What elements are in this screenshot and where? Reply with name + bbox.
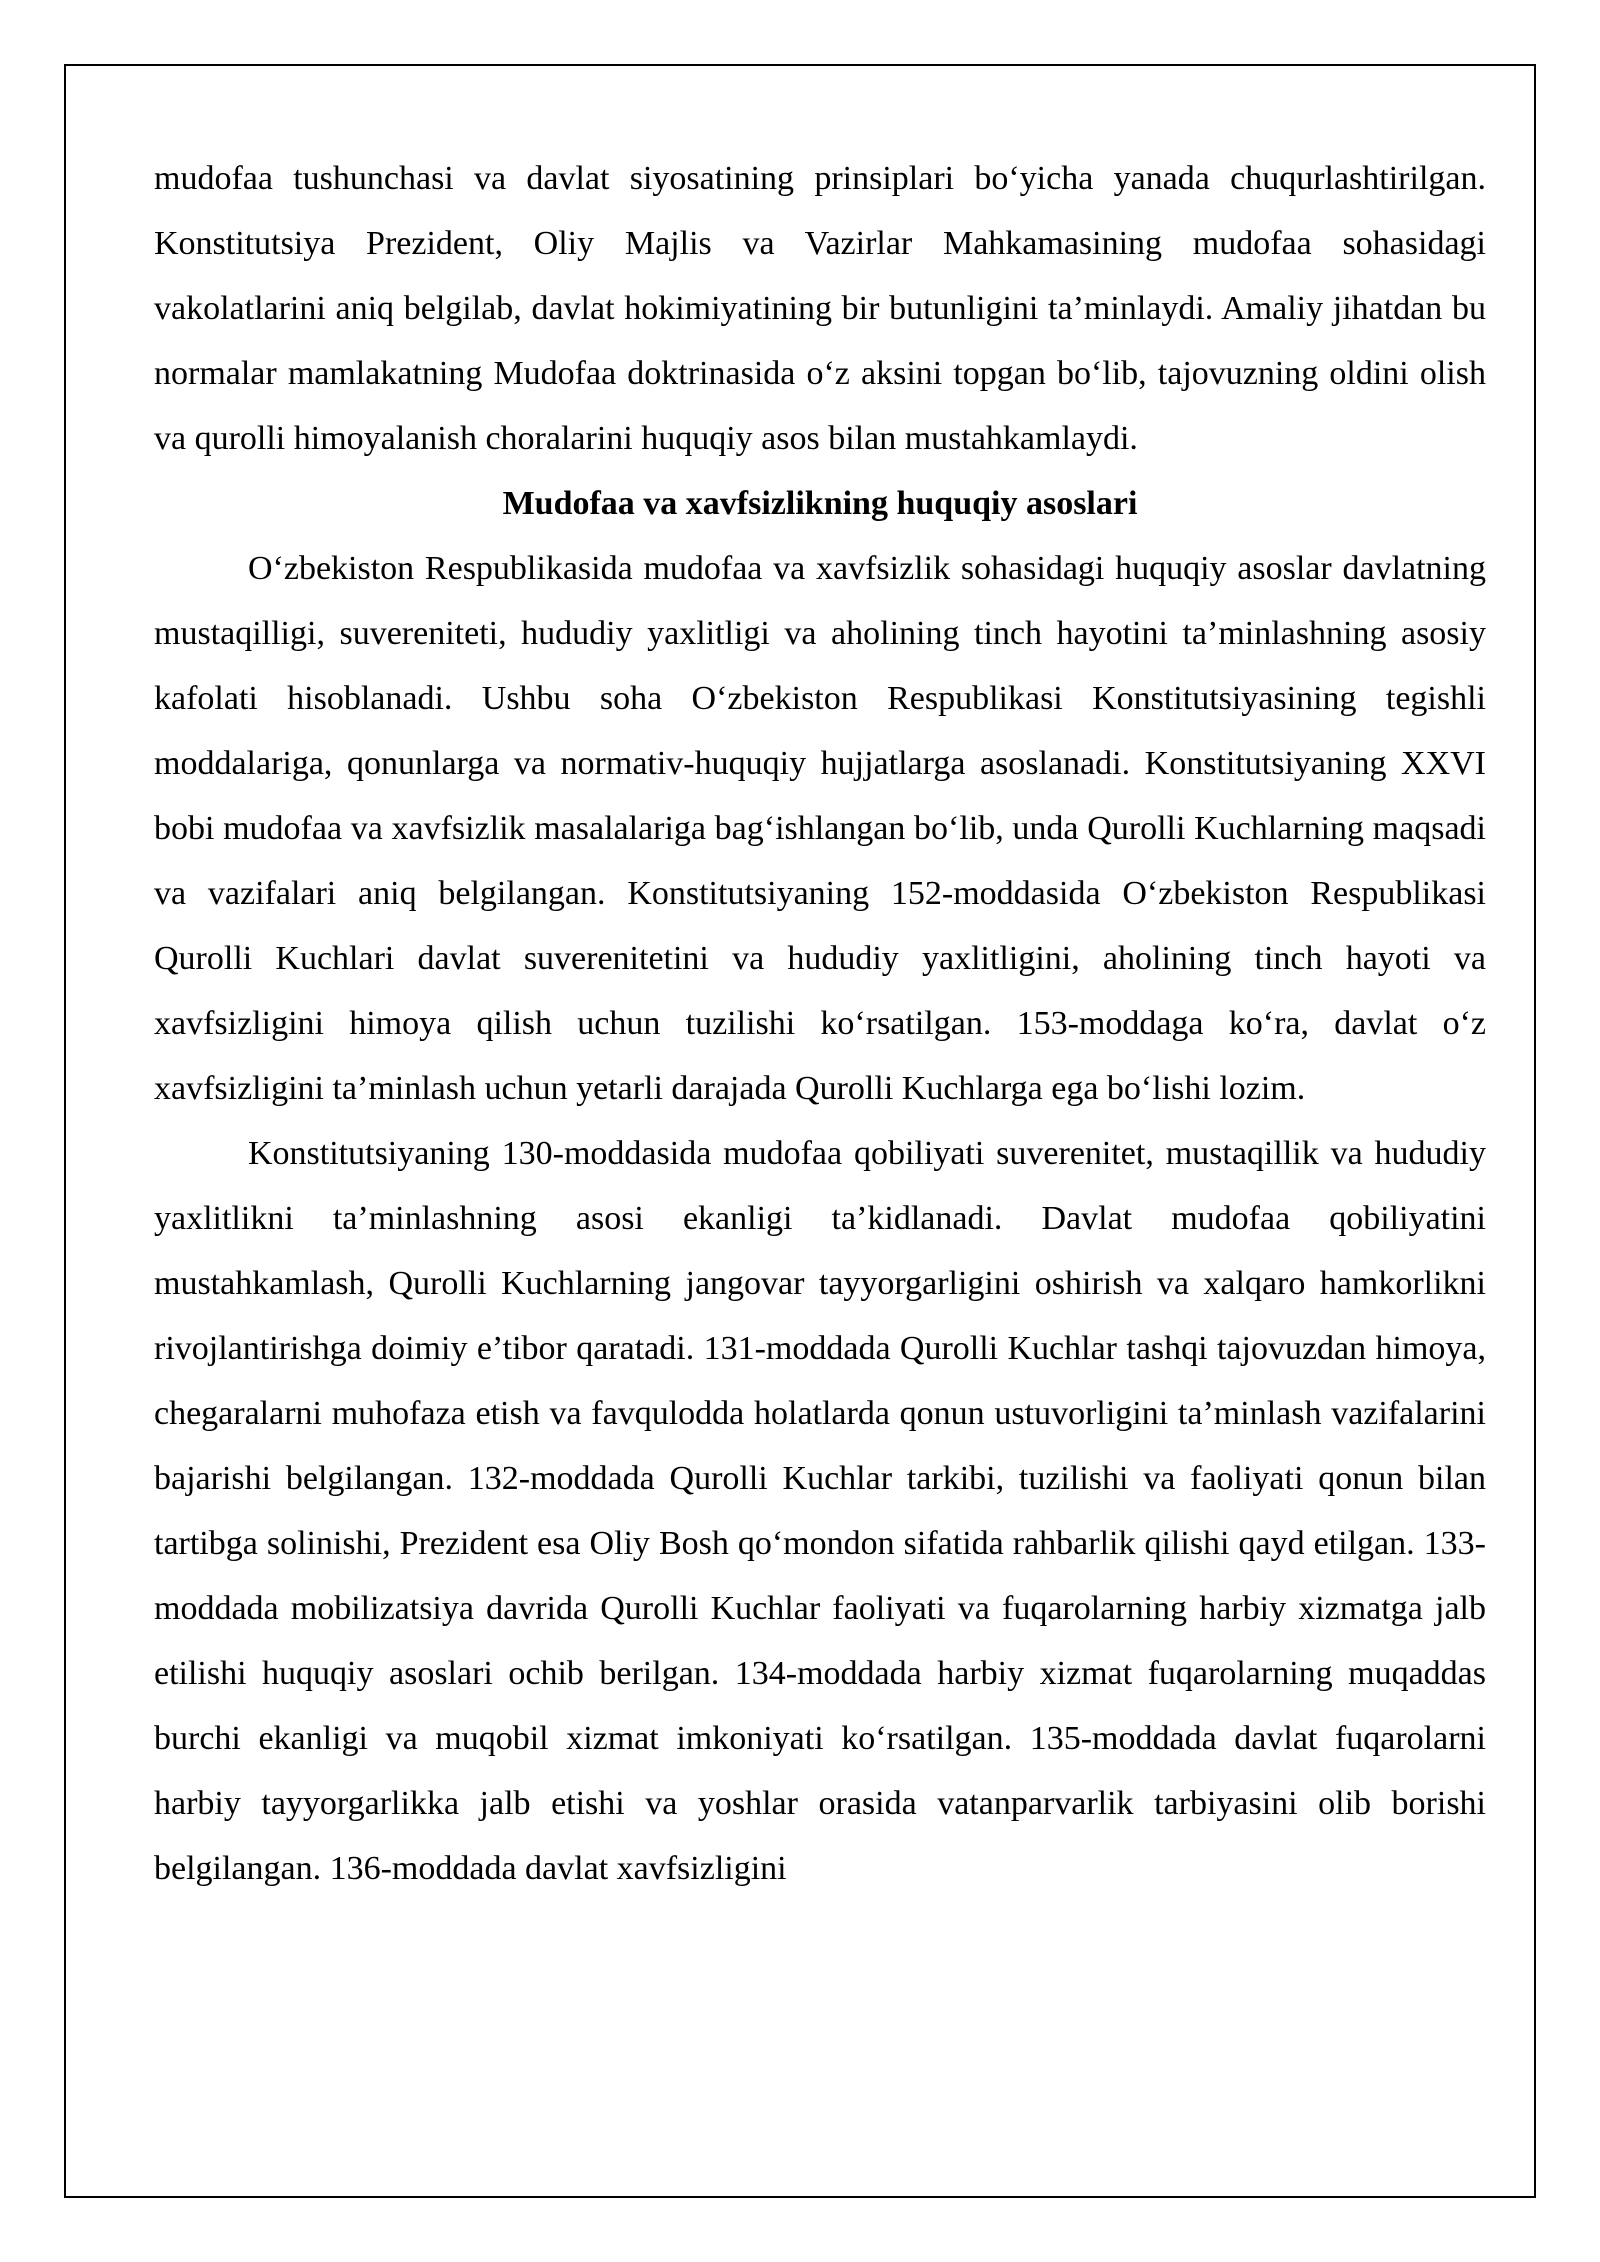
document-body [154, 146, 1486, 1901]
paragraph-legal-foundations: O‘zbekiston Respublikasida mudofaa va xavfsizlik sohasidagi huquqiy asoslar davlatning mustaqilligi, suvereniteti, hududiy yaxlitligi va aholining tinch hayotini ta’minlashning asosiy kafolati hisoblanadi. Ushbu soha O‘zbekiston Respublikasi Konstitutsiyasining tegishli moddalariga, qonunlarga va normativ-huquqiy hujjatlarga asoslanadi. Konstitutsiyaning XXVI bobi mudofaa va xavfsizlik masalalariga bag‘ishlangan bo‘lib, unda Qurolli Kuchlarning maqsadi va vazifalari aniq belgilangan. Konstitutsiyaning 152-moddasida O‘zbekiston Respublikasi Qurolli Kuchlari davlat suverenitetini va hududiy yaxlitligini, aholining tinch hayoti va xavfsizligini himoya qilish uchun tuzilishi ko‘rsatilgan. 153-moddaga ko‘ra, davlat o‘z xavfsizligini ta’minlash uchun yetarli darajada Qurolli Kuchlarga ega bo‘lishi lozim. [154, 550, 1486, 1107]
section-heading: Mudofaa va xavfsizlikning huquqiy asoslari [502, 485, 1138, 522]
paragraph-intro-continuation: mudofaa tushunchasi va davlat siyosatining prinsiplari bo‘yicha yanada chuqurlashtirilgan. Konstitutsiya Prezident, Oliy Majlis va Vazirlar Mahkamasining mudofaa sohasidagi vakolatlarini aniq belgilab, davlat hokimiyatining bir butunligini ta’minlaydi. Amaliy jihatdan bu normalar mamlakatning Mudofaa doktrinasida o‘z aksini topgan bo‘lib, tajovuzning oldini olish va qurolli himoyalanish choralarini huquqiy asos bilan mustahkamlaydi. [154, 160, 1486, 457]
paragraph-constitution-articles: Konstitutsiyaning 130-moddasida mudofaa qobiliyati suverenitet, mustaqillik va hududiy yaxlitlikni ta’minlashning asosi ekanligi ta’kidlanadi. Davlat mudofaa qobiliyatini mustahkamlash, Qurolli Kuchlarning jangovar tayyorgarligini oshirish va xalqaro hamkorlikni rivojlantirishga doimiy e’tibor qaratadi. 131-moddada Qurolli Kuchlar tashqi tajovuzdan himoya, chegaralarni muhofaza etish va favqulodda holatlarda qonun ustuvorligini ta’minlash vazifalarini bajarishi belgilangan. 132-moddada Qurolli Kuchlar tarkibi, tuzilishi va faoliyati qonun bilan tartibga solinishi, Prezident esa Oliy Bosh qo‘mondon sifatida rahbarlik qilishi qayd etilgan. 133-moddada mobilizatsiya davrida Qurolli Kuchlar faoliyati va fuqarolarning harbiy xizmatga jalb etilishi huquqiy asoslari ochib berilgan. 134-moddada harbiy xizmat fuqarolarning muqaddas burchi ekanligi va muqobil xizmat imkoniyati ko‘rsatilgan. 135-moddada davlat fuqarolarni harbiy tayyorgarlikka jalb etishi va yoshlar orasida vatanparvarlik tarbiyasini olib borishi belgilangan. 136-moddada davlat xavfsizligini [154, 1135, 1486, 1887]
